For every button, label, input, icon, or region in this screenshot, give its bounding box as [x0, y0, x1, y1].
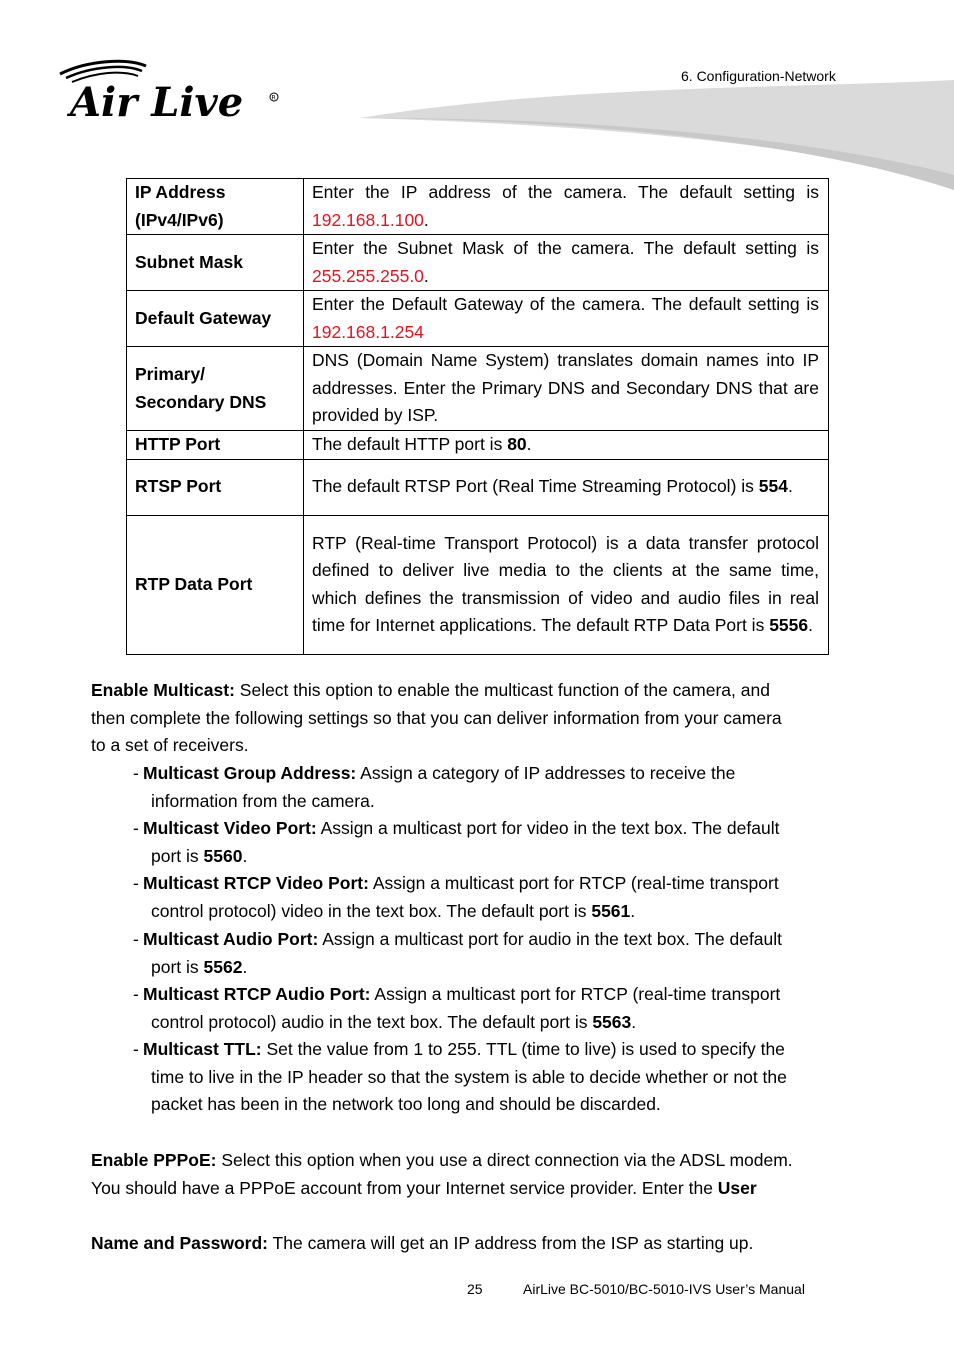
- list-item: - Multicast Audio Port: Assign a multicast port for audio in the text box. The default port is 5562.: [133, 929, 783, 977]
- list-item: - Multicast Group Address: Assign a category of IP addresses to receive the information from the camera.: [133, 763, 736, 811]
- term-cell: Subnet Mask: [127, 235, 304, 291]
- desc-cell: The default RTSP Port (Real Time Streaming Protocol) is 554.: [304, 459, 829, 515]
- desc-cell: RTP (Real-time Transport Protocol) is a data transfer protocol defined to deliver live media to the clients at the same time, which defines the transmission of video and audio files in real time for Internet applications. The default RTP Data Port is 5556.: [304, 515, 829, 654]
- list-item: - Multicast Video Port: Assign a multicast port for video in the text box. The default port is 5560.: [133, 818, 780, 866]
- term-cell: Default Gateway: [127, 291, 304, 347]
- table-row: [127, 291, 829, 347]
- manual-title: AirLive BC-5010/BC-5010-IVS User’s Manual: [523, 1281, 805, 1297]
- airlive-logo: [58, 58, 283, 120]
- term-cell: RTSP Port: [127, 459, 304, 515]
- desc-cell: Enter the Default Gateway of the camera. The default setting is 192.168.1.254: [304, 291, 829, 347]
- page-number: 25: [467, 1281, 483, 1297]
- table-row: [127, 431, 829, 460]
- settings-table: [126, 178, 829, 655]
- table-row: [127, 347, 829, 431]
- desc-cell: Enter the IP address of the camera. The default setting is 192.168.1.100.: [304, 179, 829, 235]
- list-item: - Multicast RTCP Video Port: Assign a multicast port for RTCP (real-time transport control protocol) video in the text box. The default port is 5561.: [133, 873, 779, 921]
- default-value: 192.168.1.254: [312, 321, 424, 342]
- multicast-title: Enable Multicast:: [91, 680, 235, 700]
- pppoe-title: Enable PPPoE:: [91, 1150, 217, 1170]
- default-value: 255.255.255.0: [312, 265, 424, 286]
- default-value: 80: [507, 434, 527, 454]
- list-item: - Multicast RTCP Audio Port: Assign a multicast port for RTCP (real-time transport control protocol) audio in the text box. The default port is 5563.: [133, 984, 781, 1032]
- pppoe-paragraph: Enable PPPoE: Select this option when you use a direct connection via the ADSL modem. You should have a PPPoE account from your Internet service provider. Enter the User: [91, 1150, 793, 1198]
- desc-cell: DNS (Domain Name System) translates domain names into IP addresses. Enter the Primary DNS and Secondary DNS that are provided by ISP.: [304, 347, 829, 431]
- table-row: [127, 459, 829, 515]
- desc-cell: The default HTTP port is 80.: [304, 431, 829, 460]
- default-value: 554: [758, 476, 788, 497]
- list-item: - Multicast TTL: Set the value from 1 to 255. TTL (time to live) is used to specify the time to live in the IP header so that the system is able to decide whether or not the packet has been in the network too long and should be discarded.: [133, 1039, 787, 1114]
- logo-wordmark: [58, 58, 283, 120]
- term-cell: HTTP Port: [127, 431, 304, 460]
- logo-text: Air Live: [70, 79, 244, 120]
- desc-cell: Enter the Subnet Mask of the camera. The default setting is 255.255.255.0.: [304, 235, 829, 291]
- default-value: 192.168.1.100: [312, 209, 424, 230]
- section-header: 6. Configuration-Network: [681, 68, 836, 84]
- table-row: [127, 235, 829, 291]
- pppoe-paragraph-cont: Name and Password: The camera will get an IP address from the ISP as starting up.: [91, 1233, 754, 1253]
- term-cell: IP Address (IPv4/IPv6): [127, 179, 304, 235]
- term-cell: Primary/ Secondary DNS: [127, 347, 304, 431]
- term-cell: RTP Data Port: [127, 515, 304, 654]
- table-row: [127, 179, 829, 235]
- multicast-paragraph: Enable Multicast: Select this option to enable the multicast function of the camera, and then complete the following settings so that you can deliver information from your camera to a set of receivers.: [91, 680, 782, 755]
- table-row: [127, 515, 829, 654]
- svg-text:R: R: [271, 94, 276, 102]
- default-value: 5556: [769, 615, 809, 635]
